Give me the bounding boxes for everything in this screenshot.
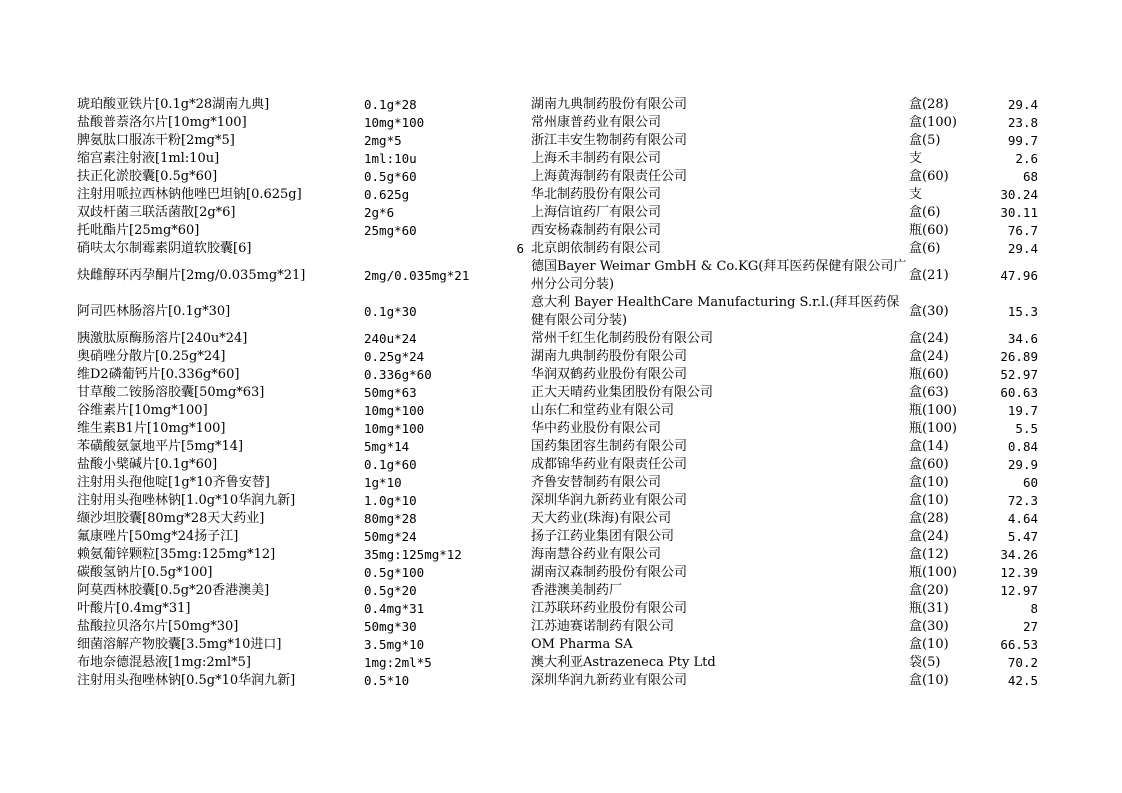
table-row <box>0 402 1122 420</box>
manufacturer-cell: 山东仁和堂药业有限公司 <box>531 403 675 418</box>
spec-cell: 2g*6 <box>364 205 395 220</box>
spec-cell: 0.5g*60 <box>364 169 417 184</box>
drug-name-cell: 硝呋太尔制霉素阴道软胶囊[6] <box>77 241 252 256</box>
unit-cell: 盒(6) <box>909 205 941 220</box>
manufacturer-cell: 江苏联环药业股份有限公司 <box>531 601 688 616</box>
manufacturer-cell: 德国Bayer Weimar GmbH & Co.KG(拜耳医药保健有限公司广州分公司分装) <box>531 259 907 292</box>
spec-cell: 1ml:10u <box>364 151 417 166</box>
unit-cell: 瓶(100) <box>909 421 957 436</box>
spec-cell: 0.5*10 <box>364 673 410 688</box>
drug-name-cell: 缬沙坦胶囊[80mg*28天大药业] <box>77 511 265 526</box>
unit-cell: 盒(30) <box>909 304 949 319</box>
unit-cell: 盒(30) <box>909 619 949 634</box>
drug-name-cell: 维D2磷葡钙片[0.336g*60] <box>77 367 240 382</box>
manufacturer-cell: 湖南九典制药股份有限公司 <box>531 349 688 364</box>
drug-name-cell: 注射用哌拉西林钠他唑巴坦钠[0.625g] <box>77 187 302 202</box>
unit-cell: 瓶(60) <box>909 223 949 238</box>
unit-cell: 盒(5) <box>909 133 941 148</box>
table-row <box>0 348 1122 366</box>
table-row <box>0 672 1122 690</box>
unit-cell: 盒(6) <box>909 241 941 256</box>
manufacturer-cell: 意大利 Bayer HealthCare Manufacturing S.r.l.(拜耳医药保健有限公司分装) <box>531 295 900 328</box>
manufacturer-cell: 深圳华润九新药业有限公司 <box>531 493 688 508</box>
drug-name-cell: 盐酸拉贝洛尔片[50mg*30] <box>77 619 239 634</box>
unit-cell: 袋(5) <box>909 655 941 670</box>
unit-cell: 盒(28) <box>909 97 949 112</box>
manufacturer-cell: 正大天晴药业集团股份有限公司 <box>531 385 714 400</box>
manufacturer-cell: 扬子江药业集团有限公司 <box>531 529 675 544</box>
price-cell: 27 <box>1022 619 1038 634</box>
table-row <box>0 438 1122 456</box>
spec-cell: 10mg*100 <box>364 115 425 130</box>
table-row <box>0 474 1122 492</box>
spec-cell: 35mg:125mg*12 <box>364 547 462 562</box>
price-cell: 99.7 <box>1007 133 1038 148</box>
table-row <box>0 600 1122 618</box>
price-cell: 23.8 <box>1007 115 1038 130</box>
spec-cell: 6 <box>516 241 524 256</box>
price-cell: 42.5 <box>1007 673 1038 688</box>
unit-cell: 盒(12) <box>909 547 949 562</box>
table-row <box>0 456 1122 474</box>
table-row <box>0 114 1122 132</box>
drug-name-cell: 氟康唑片[50mg*24扬子江] <box>77 529 239 544</box>
manufacturer-cell: 海南慧谷药业有限公司 <box>531 547 662 562</box>
drug-name-cell: 谷维素片[10mg*100] <box>77 403 208 418</box>
table-row <box>0 258 1122 294</box>
unit-cell: 盒(24) <box>909 331 949 346</box>
spec-cell: 2mg*5 <box>364 133 402 148</box>
table-row <box>0 546 1122 564</box>
table-row <box>0 294 1122 330</box>
manufacturer-cell: 华北制药股份有限公司 <box>531 187 662 202</box>
drug-name-cell: 维生素B1片[10mg*100] <box>77 421 226 436</box>
unit-cell: 盒(63) <box>909 385 949 400</box>
drug-name-cell: 阿莫西林胶囊[0.5g*20香港澳美] <box>77 583 270 598</box>
manufacturer-cell: 常州康普药业有限公司 <box>531 115 662 130</box>
price-cell: 5.47 <box>1007 529 1038 544</box>
price-cell: 2.6 <box>1015 151 1038 166</box>
price-cell: 68 <box>1022 169 1038 184</box>
price-cell: 66.53 <box>1000 637 1038 652</box>
unit-cell: 盒(28) <box>909 511 949 526</box>
manufacturer-cell: 江苏迪赛诺制药有限公司 <box>531 619 675 634</box>
table-row <box>0 654 1122 672</box>
manufacturer-cell: 成都锦华药业有限责任公司 <box>531 457 688 472</box>
price-cell: 76.7 <box>1007 223 1038 238</box>
spec-cell: 50mg*30 <box>364 619 417 634</box>
spec-cell: 0.1g*30 <box>364 304 417 319</box>
spec-cell: 0.5g*20 <box>364 583 417 598</box>
price-cell: 60.63 <box>1000 385 1038 400</box>
price-cell: 70.2 <box>1007 655 1038 670</box>
manufacturer-cell: 上海禾丰制药有限公司 <box>531 151 662 166</box>
drug-name-cell: 注射用头孢唑林钠[0.5g*10华润九新] <box>77 673 296 688</box>
drug-name-cell: 阿司匹林肠溶片[0.1g*30] <box>77 304 231 319</box>
manufacturer-cell: 常州千红生化制药股份有限公司 <box>531 331 714 346</box>
manufacturer-cell: 西安杨森制药有限公司 <box>531 223 662 238</box>
unit-cell: 盒(21) <box>909 268 949 283</box>
spec-cell: 5mg*14 <box>364 439 410 454</box>
drug-name-cell: 缩宫素注射液[1ml:10u] <box>77 151 220 166</box>
spec-cell: 10mg*100 <box>364 421 425 436</box>
drug-name-cell: 注射用头孢唑林钠[1.0g*10华润九新] <box>77 493 296 508</box>
price-cell: 26.89 <box>1000 349 1038 364</box>
table-row <box>0 636 1122 654</box>
price-cell: 34.6 <box>1007 331 1038 346</box>
drug-name-cell: 琥珀酸亚铁片[0.1g*28湖南九典] <box>77 97 270 112</box>
unit-cell: 瓶(60) <box>909 367 949 382</box>
drug-name-cell: 甘草酸二铵肠溶胶囊[50mg*63] <box>77 385 265 400</box>
manufacturer-cell: 深圳华润九新药业有限公司 <box>531 673 688 688</box>
price-cell: 29.4 <box>1007 97 1038 112</box>
spec-cell: 1.0g*10 <box>364 493 417 508</box>
spec-cell: 240u*24 <box>364 331 417 346</box>
table-row <box>0 510 1122 528</box>
unit-cell: 盒(24) <box>909 529 949 544</box>
table-row <box>0 528 1122 546</box>
drug-name-cell: 注射用头孢他啶[1g*10齐鲁安替] <box>77 475 270 490</box>
manufacturer-cell: 北京朗依制药有限公司 <box>531 241 662 256</box>
unit-cell: 支 <box>909 187 923 202</box>
spec-cell: 50mg*63 <box>364 385 417 400</box>
spec-cell: 0.5g*100 <box>364 565 425 580</box>
table-row <box>0 564 1122 582</box>
manufacturer-cell: 华润双鹤药业股份有限公司 <box>531 367 688 382</box>
drug-name-cell: 碳酸氢钠片[0.5g*100] <box>77 565 213 580</box>
drug-name-cell: 双歧杆菌三联活菌散[2g*6] <box>77 205 236 220</box>
drug-price-table <box>0 96 1122 690</box>
spec-cell: 3.5mg*10 <box>364 637 425 652</box>
unit-cell: 盒(14) <box>909 439 949 454</box>
unit-cell: 瓶(100) <box>909 565 957 580</box>
drug-name-cell: 苯磺酸氨氯地平片[5mg*14] <box>77 439 244 454</box>
spec-cell: 50mg*24 <box>364 529 417 544</box>
table-row <box>0 240 1122 258</box>
table-row <box>0 222 1122 240</box>
spec-cell: 0.4mg*31 <box>364 601 425 616</box>
price-cell: 72.3 <box>1007 493 1038 508</box>
spec-cell: 0.336g*60 <box>364 367 432 382</box>
manufacturer-cell: 华中药业股份有限公司 <box>531 421 662 436</box>
manufacturer-cell: 浙江丰安生物制药有限公司 <box>531 133 688 148</box>
price-cell: 29.4 <box>1007 241 1038 256</box>
unit-cell: 盒(60) <box>909 457 949 472</box>
table-row <box>0 168 1122 186</box>
table-row <box>0 420 1122 438</box>
unit-cell: 盒(10) <box>909 475 949 490</box>
drug-name-cell: 扶正化淤胶囊[0.5g*60] <box>77 169 218 184</box>
drug-name-cell: 赖氨葡锌颗粒[35mg:125mg*12] <box>77 547 276 562</box>
unit-cell: 瓶(100) <box>909 403 957 418</box>
spec-cell: 0.25g*24 <box>364 349 425 364</box>
price-cell: 15.3 <box>1007 304 1038 319</box>
table-row <box>0 618 1122 636</box>
drug-name-cell: 布地奈德混悬液[1mg:2ml*5] <box>77 655 251 670</box>
price-cell: 5.5 <box>1015 421 1038 436</box>
drug-name-cell: 盐酸普萘洛尔片[10mg*100] <box>77 115 247 130</box>
table-row <box>0 132 1122 150</box>
drug-name-cell: 胰激肽原酶肠溶片[240u*24] <box>77 331 248 346</box>
spec-cell: 25mg*60 <box>364 223 417 238</box>
unit-cell: 瓶(31) <box>909 601 949 616</box>
table-row <box>0 582 1122 600</box>
unit-cell: 盒(60) <box>909 169 949 184</box>
spec-cell: 2mg/0.035mg*21 <box>364 268 470 283</box>
manufacturer-cell: 天大药业(珠海)有限公司 <box>531 511 672 526</box>
price-cell: 30.24 <box>1000 187 1038 202</box>
spec-cell: 0.1g*60 <box>364 457 417 472</box>
spec-cell: 80mg*28 <box>364 511 417 526</box>
price-cell: 12.39 <box>1000 565 1038 580</box>
table-row <box>0 366 1122 384</box>
price-cell: 47.96 <box>1000 268 1038 283</box>
table-row <box>0 96 1122 114</box>
price-cell: 12.97 <box>1000 583 1038 598</box>
unit-cell: 盒(10) <box>909 637 949 652</box>
price-cell: 8 <box>1030 601 1038 616</box>
manufacturer-cell: 香港澳美制药厂 <box>531 583 623 598</box>
manufacturer-cell: 上海黄海制药有限责任公司 <box>531 169 688 184</box>
drug-name-cell: 叶酸片[0.4mg*31] <box>77 601 191 616</box>
unit-cell: 盒(10) <box>909 673 949 688</box>
manufacturer-cell: 澳大利亚Astrazeneca Pty Ltd <box>531 655 716 670</box>
unit-cell: 盒(10) <box>909 493 949 508</box>
price-cell: 0.84 <box>1007 439 1038 454</box>
table-row <box>0 492 1122 510</box>
table-row <box>0 330 1122 348</box>
spec-cell: 0.1g*28 <box>364 97 417 112</box>
drug-name-cell: 托吡酯片[25mg*60] <box>77 223 200 238</box>
price-cell: 52.97 <box>1000 367 1038 382</box>
drug-name-cell: 脾氨肽口服冻干粉[2mg*5] <box>77 133 235 148</box>
unit-cell: 支 <box>909 151 923 166</box>
manufacturer-cell: OM Pharma SA <box>531 637 633 652</box>
manufacturer-cell: 国药集团容生制药有限公司 <box>531 439 688 454</box>
manufacturer-cell: 湖南汉森制药股份有限公司 <box>531 565 688 580</box>
manufacturer-cell: 齐鲁安替制药有限公司 <box>531 475 662 490</box>
table-row <box>0 186 1122 204</box>
price-cell: 4.64 <box>1007 511 1038 526</box>
table-row <box>0 204 1122 222</box>
spec-cell: 10mg*100 <box>364 403 425 418</box>
unit-cell: 盒(20) <box>909 583 949 598</box>
price-cell: 34.26 <box>1000 547 1038 562</box>
spec-cell: 1g*10 <box>364 475 402 490</box>
unit-cell: 盒(24) <box>909 349 949 364</box>
table-row <box>0 150 1122 168</box>
spec-cell: 0.625g <box>364 187 410 202</box>
manufacturer-cell: 上海信谊药厂有限公司 <box>531 205 662 220</box>
drug-name-cell: 盐酸小檗碱片[0.1g*60] <box>77 457 218 472</box>
spec-cell: 1mg:2ml*5 <box>364 655 432 670</box>
price-cell: 60 <box>1022 475 1038 490</box>
price-cell: 19.7 <box>1007 403 1038 418</box>
price-cell: 30.11 <box>1000 205 1038 220</box>
drug-name-cell: 细菌溶解产物胶囊[3.5mg*10进口] <box>77 637 282 652</box>
price-cell: 29.9 <box>1007 457 1038 472</box>
drug-name-cell: 奥硝唑分散片[0.25g*24] <box>77 349 226 364</box>
manufacturer-cell: 湖南九典制药股份有限公司 <box>531 97 688 112</box>
table-row <box>0 384 1122 402</box>
drug-name-cell: 炔雌醇环丙孕酮片[2mg/0.035mg*21] <box>77 268 306 283</box>
unit-cell: 盒(100) <box>909 115 957 130</box>
